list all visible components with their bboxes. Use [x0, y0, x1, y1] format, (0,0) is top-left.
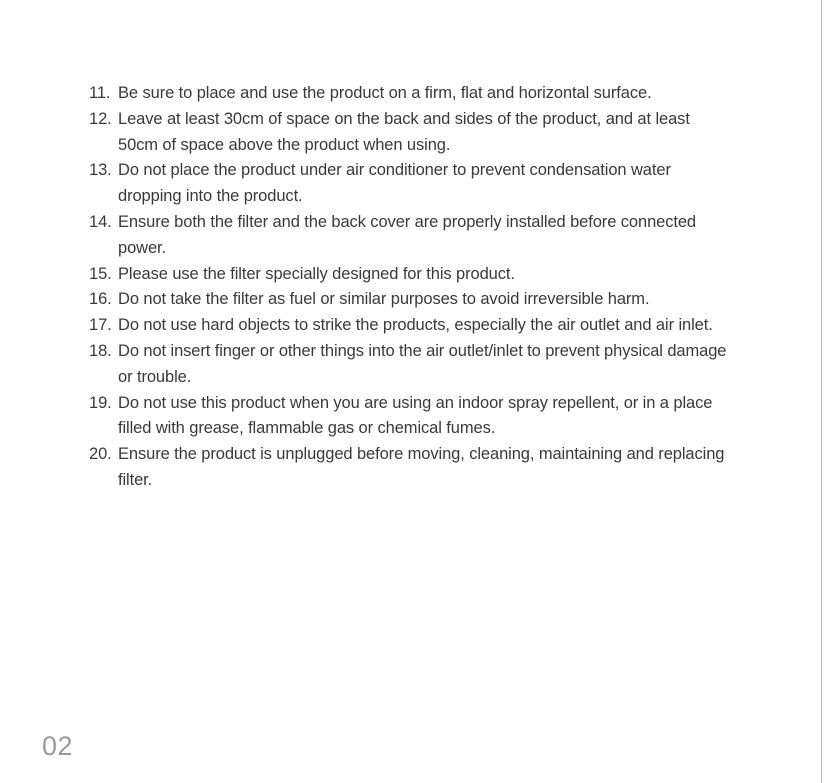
- item-text: Please use the filter specially designed for this product.: [118, 264, 515, 283]
- list-item: [89, 391, 729, 443]
- item-number: 19.: [89, 393, 112, 412]
- item-text: Be sure to place and use the product on a firm, flat and horizontal surface.: [118, 84, 652, 102]
- item-number: 17.: [89, 316, 112, 335]
- list-item: [89, 107, 729, 159]
- item-text: Do not place the product under air conditioner to prevent condensation water dropping into the product.: [118, 161, 671, 206]
- item-number: 13.: [89, 161, 112, 180]
- item-number: 20.: [89, 445, 112, 464]
- item-number: 16.: [89, 290, 112, 309]
- list-item: [89, 313, 729, 339]
- item-text: Do not insert finger or other things into the air outlet/inlet to prevent physical damage or trouble.: [118, 341, 727, 386]
- list-item: [89, 339, 729, 391]
- page-number: 02: [42, 731, 74, 761]
- page-edge-divider: [821, 0, 822, 783]
- item-number: 18.: [89, 341, 112, 360]
- item-text: Ensure both the filter and the back cover are properly installed before connected power.: [118, 212, 697, 257]
- item-text: Do not use hard objects to strike the products, especially the air outlet and air inlet.: [118, 316, 713, 335]
- item-number: 15.: [89, 264, 112, 283]
- item-text: Do not take the filter as fuel or similar purposes to avoid irreversible harm.: [118, 290, 650, 309]
- item-text: Do not use this product when you are using an indoor spray repellent, or in a place filled with grease, flammable gas or chemical fumes.: [118, 393, 713, 438]
- item-number: 14.: [89, 212, 112, 231]
- list-item: [89, 81, 729, 107]
- item-number: 12.: [89, 109, 112, 128]
- item-text: Leave at least 30cm of space on the back and sides of the product, and at least 50cm of space above the product when using.: [118, 109, 690, 154]
- item-text: Ensure the product is unplugged before moving, cleaning, maintaining and replacing filter.: [118, 445, 725, 489]
- list-item: [89, 287, 729, 313]
- list-item: [89, 262, 729, 288]
- list-item: [89, 158, 729, 210]
- item-number: 11.: [89, 84, 111, 102]
- safety-instructions-list: [89, 81, 729, 494]
- list-item: [89, 210, 729, 262]
- list-item: [89, 442, 729, 494]
